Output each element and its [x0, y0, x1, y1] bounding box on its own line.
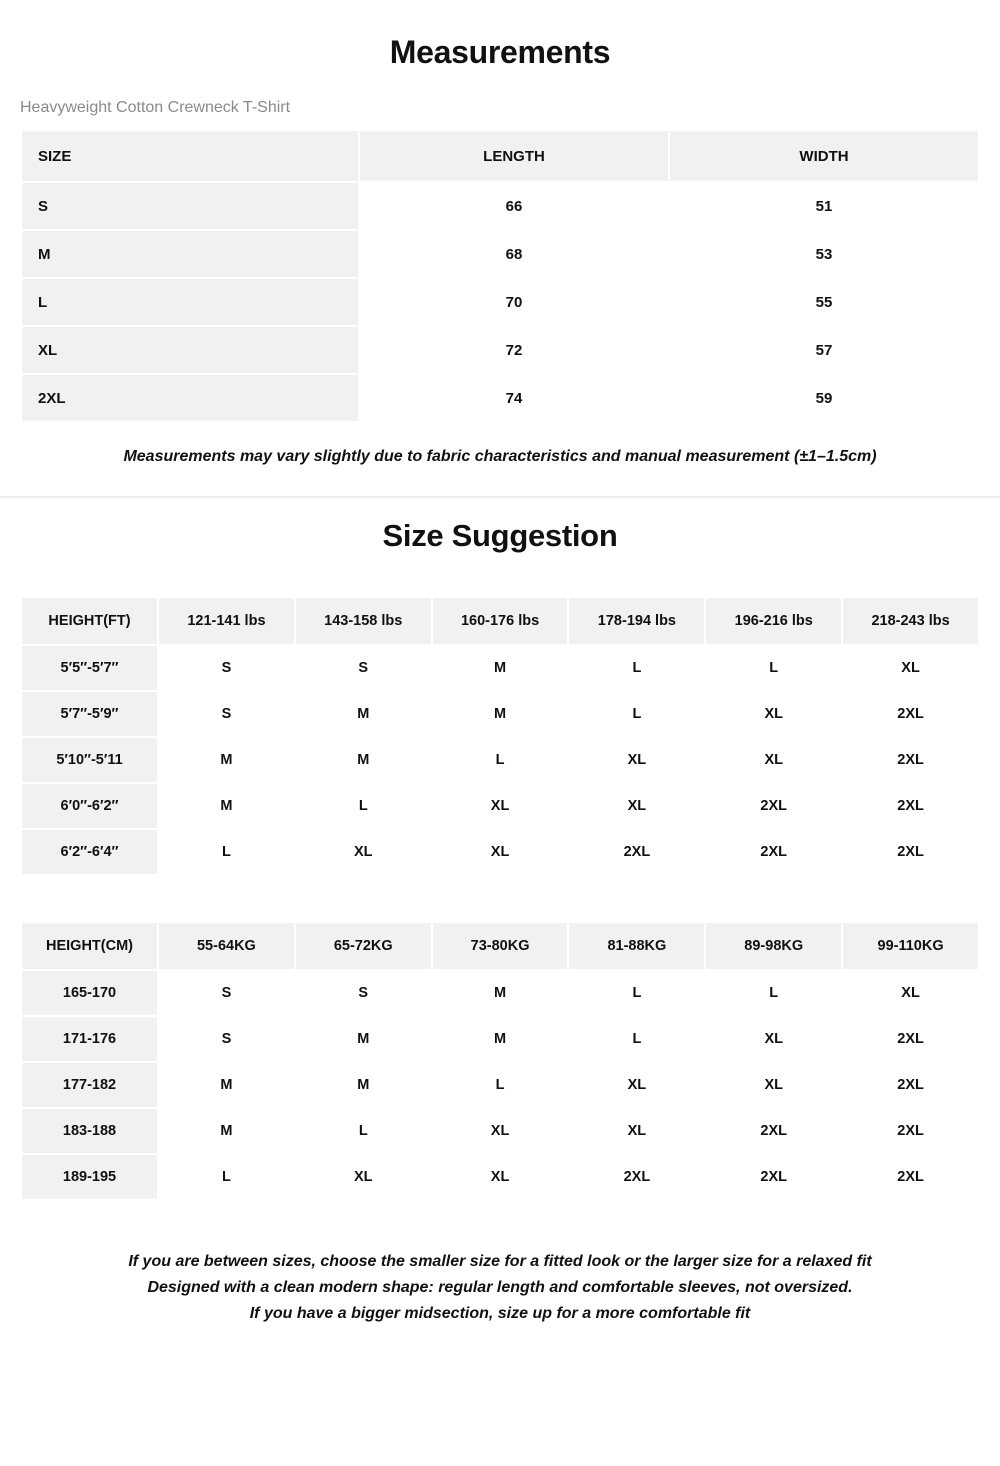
cell-size: L	[159, 1155, 294, 1199]
column-header-weight-5: 89-98KG	[706, 923, 841, 969]
cell-size: L	[569, 646, 704, 690]
cell-size: L	[706, 646, 841, 690]
cell-size: 2XL	[843, 692, 978, 736]
cell-size: S	[296, 971, 431, 1015]
cell-size: M	[433, 692, 568, 736]
cell-size: M	[433, 646, 568, 690]
table-row	[22, 183, 978, 229]
cell-size: L	[433, 738, 568, 782]
cell-size: 2XL	[843, 1017, 978, 1061]
cell-size: XL	[706, 1017, 841, 1061]
cell-size: XL	[433, 784, 568, 828]
table-row	[22, 327, 978, 373]
cell-size: XL	[843, 971, 978, 1015]
cell-size: 2XL	[843, 784, 978, 828]
cell-size: M	[433, 1017, 568, 1061]
cell-size: 2XL	[843, 738, 978, 782]
column-header-length: LENGTH	[360, 131, 668, 181]
table-row	[22, 231, 978, 277]
page-title: Measurements	[389, 34, 611, 70]
cell-size: 2XL	[843, 1109, 978, 1153]
row-header-height: 183-188	[22, 1109, 157, 1153]
cell-size: XL	[296, 830, 431, 874]
cell-size: L	[433, 1063, 568, 1107]
cell-size: S	[159, 971, 294, 1015]
footer-note-2: Designed with a clean modern shape: regular length and comfortable sleeves, not oversized.	[147, 1278, 853, 1296]
cell-size: XL	[706, 692, 841, 736]
row-header-height: 177-182	[22, 1063, 157, 1107]
cell-size: M	[296, 1017, 431, 1061]
product-subtitle: Heavyweight Cotton Crewneck T-Shirt	[20, 99, 291, 116]
cell-width: 55	[670, 279, 978, 325]
cell-size: M	[296, 1063, 431, 1107]
size-suggestion-imperial-table	[20, 596, 980, 876]
cell-size: L	[296, 1109, 431, 1153]
column-header-weight-5: 196-216 lbs	[706, 598, 841, 644]
column-header-weight-1: 121-141 lbs	[159, 598, 294, 644]
row-header-height: 189-195	[22, 1155, 157, 1199]
cell-size: M	[159, 784, 294, 828]
imperial-table-header	[22, 598, 978, 644]
cell-size: S	[22, 183, 358, 229]
cell-size: M	[296, 738, 431, 782]
cell-size: XL	[569, 738, 704, 782]
table-row	[22, 1063, 978, 1107]
column-header-weight-1: 55-64KG	[159, 923, 294, 969]
column-header-size: SIZE	[22, 131, 358, 181]
cell-size: 2XL	[843, 1155, 978, 1199]
row-header-height: 5′5″-5′7″	[22, 646, 157, 690]
measurements-table	[20, 129, 980, 423]
cell-size: 2XL	[706, 1155, 841, 1199]
cell-size: L	[569, 971, 704, 1015]
table-row	[22, 375, 978, 421]
table-header-row	[22, 131, 978, 181]
cell-length: 68	[360, 231, 668, 277]
size-suggestion-metric-table	[20, 921, 980, 1201]
table-row	[22, 279, 978, 325]
footer-notes	[0, 1249, 1000, 1327]
column-header-weight-3: 160-176 lbs	[433, 598, 568, 644]
cell-size: 2XL	[706, 830, 841, 874]
metric-table-body	[22, 971, 978, 1199]
cell-size: XL	[296, 1155, 431, 1199]
table-row	[22, 784, 978, 828]
row-header-height: 5′10″-5′11	[22, 738, 157, 782]
imperial-table-body	[22, 646, 978, 874]
cell-size: XL	[22, 327, 358, 373]
cell-size: L	[159, 830, 294, 874]
table-row	[22, 646, 978, 690]
cell-size: L	[569, 1017, 704, 1061]
column-header-weight-4: 81-88KG	[569, 923, 704, 969]
metric-table-header	[22, 923, 978, 969]
measurements-note: Measurements may vary slightly due to fabric characteristics and manual measurement (±1–1.5cm)	[123, 448, 877, 465]
row-header-height: 171-176	[22, 1017, 157, 1061]
column-header-weight-4: 178-194 lbs	[569, 598, 704, 644]
cell-size: XL	[433, 830, 568, 874]
cell-length: 66	[360, 183, 668, 229]
row-header-height: 5′7″-5′9″	[22, 692, 157, 736]
column-header-width: WIDTH	[670, 131, 978, 181]
table-row	[22, 1155, 978, 1199]
cell-size: L	[296, 784, 431, 828]
column-header-weight-2: 143-158 lbs	[296, 598, 431, 644]
measurements-section	[0, 0, 1000, 498]
cell-size: 2XL	[843, 830, 978, 874]
table-row	[22, 971, 978, 1015]
footer-note-3: If you have a bigger midsection, size up for a more comfortable fit	[249, 1304, 751, 1322]
cell-size: XL	[433, 1155, 568, 1199]
column-header-weight-2: 65-72KG	[296, 923, 431, 969]
cell-width: 53	[670, 231, 978, 277]
table-row	[22, 692, 978, 736]
cell-size: L	[706, 971, 841, 1015]
cell-size: 2XL	[22, 375, 358, 421]
cell-size: XL	[706, 738, 841, 782]
cell-size: 2XL	[706, 784, 841, 828]
cell-length: 74	[360, 375, 668, 421]
cell-size: M	[159, 738, 294, 782]
table-row	[22, 1109, 978, 1153]
cell-size: M	[159, 1109, 294, 1153]
cell-size: XL	[569, 784, 704, 828]
footer-note-1: If you are between sizes, choose the smaller size for a fitted look or the larger size for a relaxed fit	[128, 1252, 872, 1270]
cell-size: S	[159, 692, 294, 736]
column-header-weight-6: 99-110KG	[843, 923, 978, 969]
table-row	[22, 738, 978, 782]
column-header-weight-6: 218-243 lbs	[843, 598, 978, 644]
cell-size: L	[22, 279, 358, 325]
size-suggestion-section	[0, 498, 1000, 1327]
cell-size: XL	[433, 1109, 568, 1153]
table-header-row	[22, 598, 978, 644]
cell-size: S	[159, 1017, 294, 1061]
row-header-height: 6′0″-6′2″	[22, 784, 157, 828]
cell-size: XL	[569, 1109, 704, 1153]
cell-size: M	[296, 692, 431, 736]
cell-size: XL	[569, 1063, 704, 1107]
cell-size: M	[433, 971, 568, 1015]
table-header-row	[22, 923, 978, 969]
cell-size: 2XL	[569, 830, 704, 874]
cell-size: L	[569, 692, 704, 736]
cell-size: 2XL	[706, 1109, 841, 1153]
column-header-height-cm: HEIGHT(CM)	[22, 923, 157, 969]
cell-size: 2XL	[569, 1155, 704, 1199]
table-row	[22, 1017, 978, 1061]
column-header-weight-3: 73-80KG	[433, 923, 568, 969]
column-header-height-ft: HEIGHT(FT)	[22, 598, 157, 644]
cell-size: 2XL	[843, 1063, 978, 1107]
cell-length: 72	[360, 327, 668, 373]
cell-size: S	[159, 646, 294, 690]
measurements-table-body	[22, 183, 978, 421]
cell-size: M	[22, 231, 358, 277]
cell-width: 59	[670, 375, 978, 421]
cell-width: 57	[670, 327, 978, 373]
table-row	[22, 830, 978, 874]
cell-size: M	[159, 1063, 294, 1107]
cell-length: 70	[360, 279, 668, 325]
cell-size: S	[296, 646, 431, 690]
cell-width: 51	[670, 183, 978, 229]
cell-size: XL	[706, 1063, 841, 1107]
measurements-table-header	[22, 131, 978, 181]
row-header-height: 6′2″-6′4″	[22, 830, 157, 874]
size-suggestion-title: Size Suggestion	[382, 517, 618, 553]
cell-size: XL	[843, 646, 978, 690]
row-header-height: 165-170	[22, 971, 157, 1015]
